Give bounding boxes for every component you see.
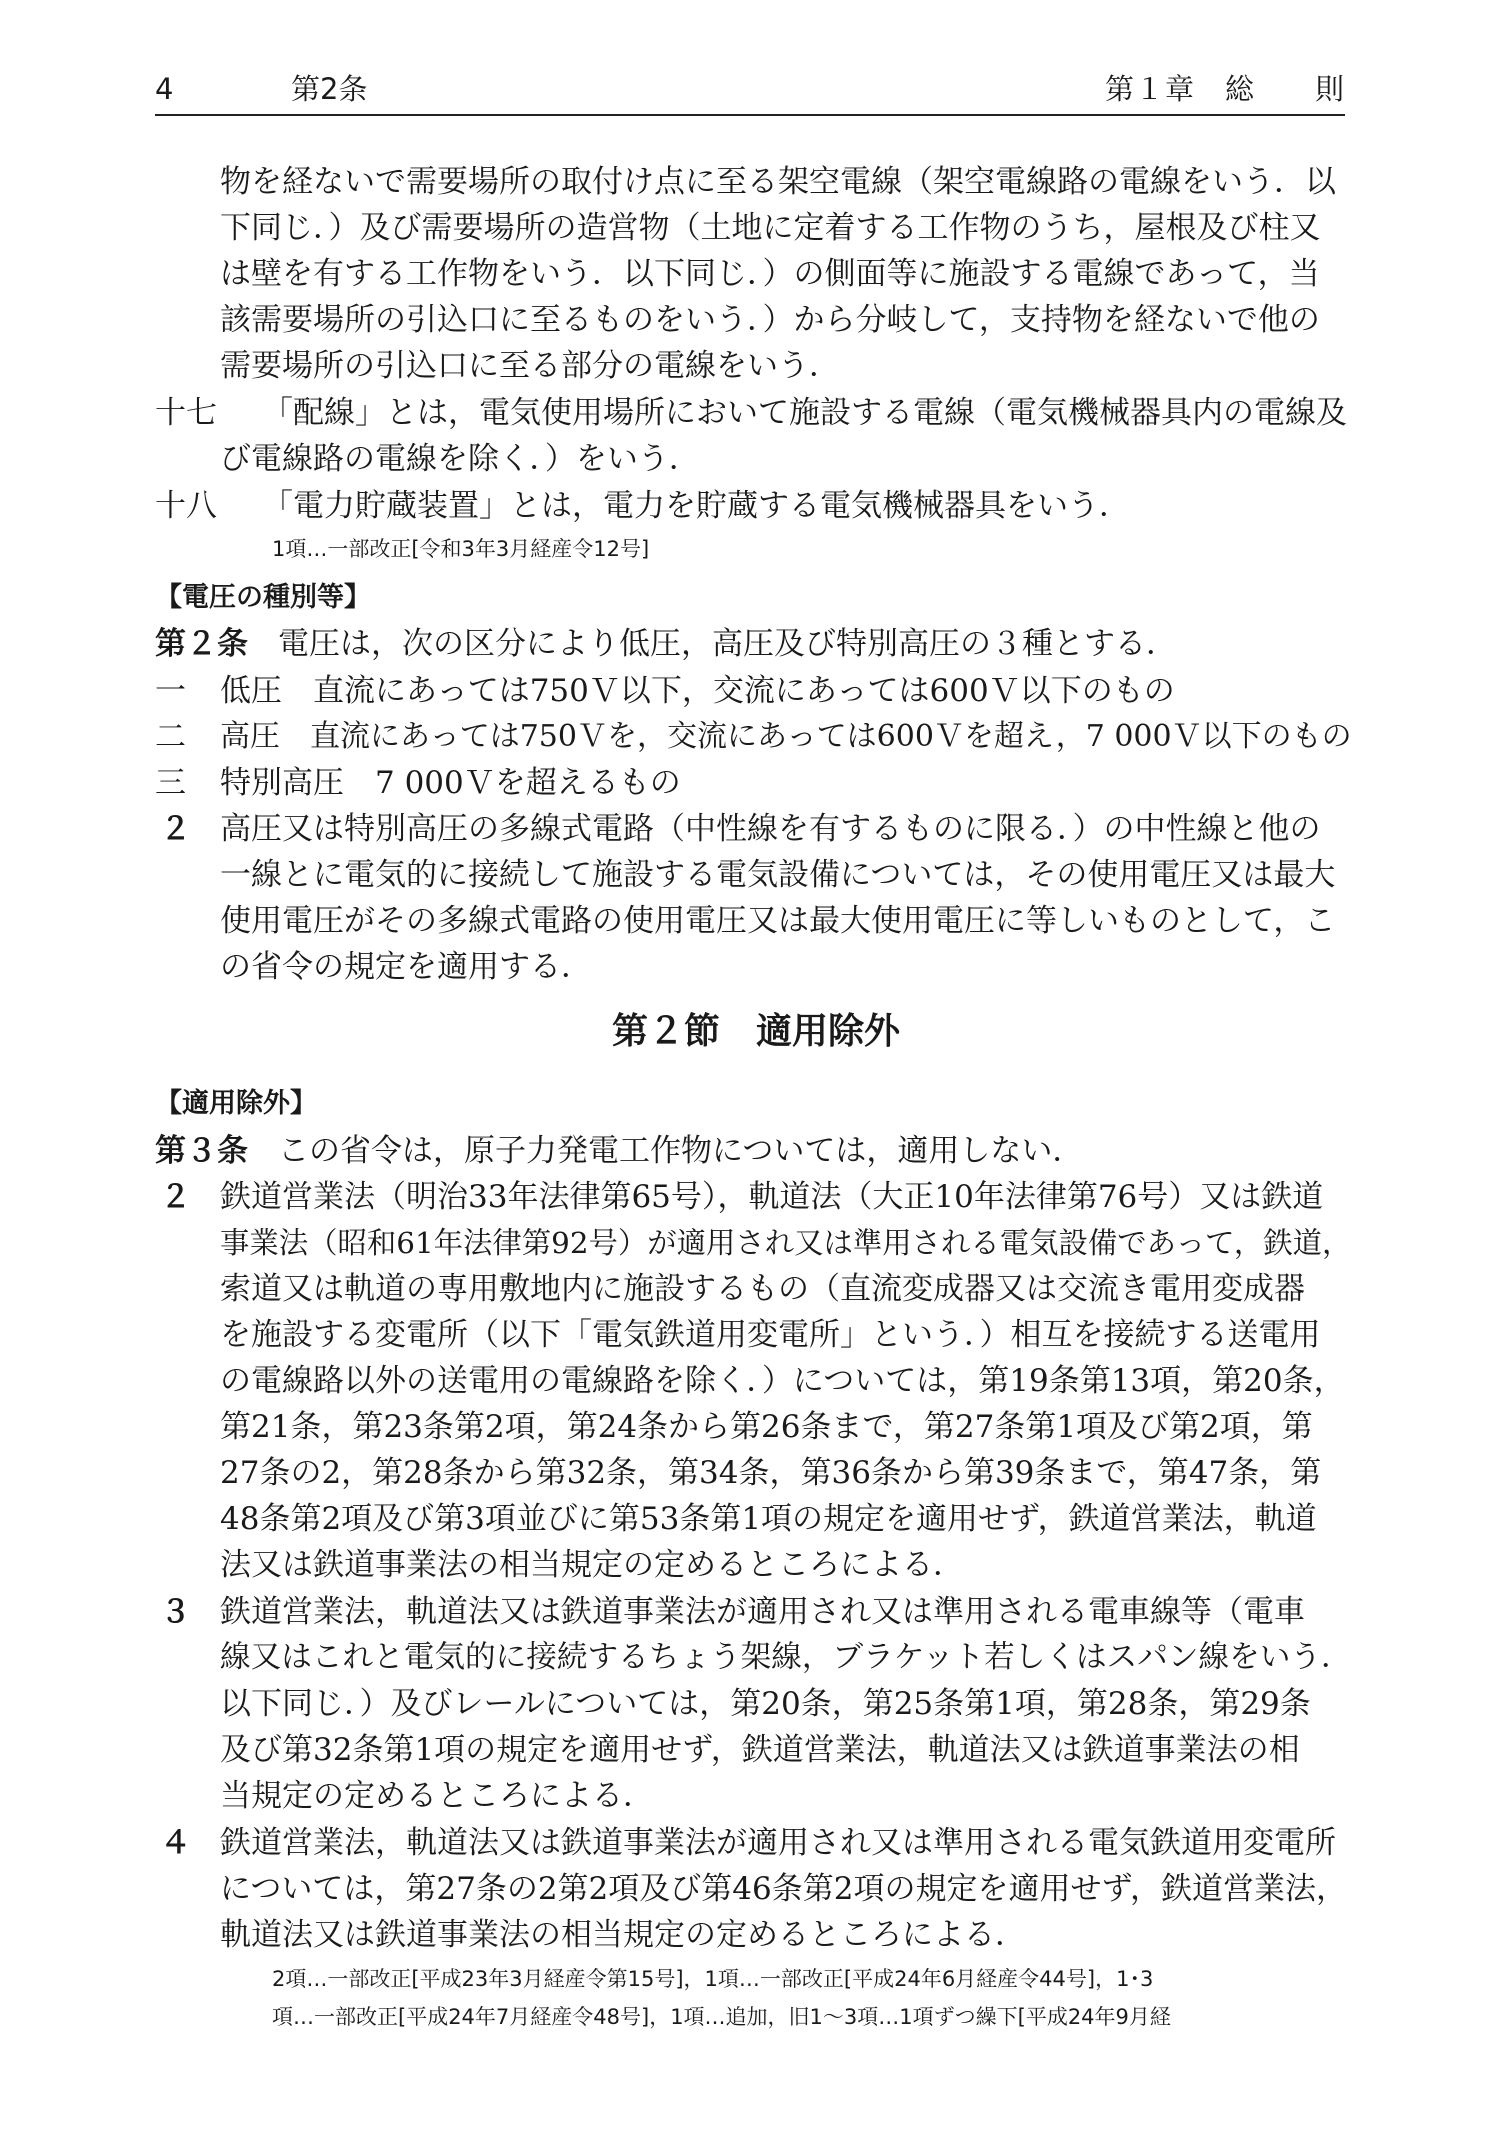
body-line: 需要場所の引込口に至る部分の電線をいう． [220, 348, 840, 384]
body-line: 索道又は軌道の専用敷地内に施設するもの（直流変成器又は交流き電用変成器 [220, 1271, 1305, 1307]
body-line: の電線路以外の送電用の電線路を除く．）については，第19条第13項，第20条， [220, 1363, 1345, 1399]
body-line: 以下同じ．）及びレールについては，第20条，第25条第1項，第28条，第29条 [220, 1686, 1311, 1722]
section-title: 第２節 適用除外 [611, 1011, 900, 1052]
item-18: 十八 「電力貯蔵装置」とは，電力を貯蔵する電気機械器具をいう． [0, 484, 1512, 530]
item-marker: 十八 [155, 488, 217, 524]
list-item: 三 特別高圧 7 000Ｖを超えるもの [0, 761, 1512, 807]
body-line: は壁を有する工作物をいう．以下同じ．）の側面等に施設する電線であって，当 [220, 256, 1320, 292]
paragraph-2: ２ 高圧又は特別高圧の多線式電路（中性線を有するものに限る．）の中性線と他の [0, 807, 1512, 853]
body-line: 一線とに電気的に接続して施設する電気設備については，その使用電圧又は最大 [220, 857, 1336, 893]
list-item: 一 低圧 直流にあっては750Ｖ以下，交流にあっては600Ｖ以下のもの [0, 669, 1512, 715]
paragraph-number: ３ [160, 1594, 191, 1630]
body-line: 第21条，第23条第2項，第24条から第26条まで，第27条第1項及び第2項，第 [220, 1409, 1313, 1445]
article-heading: 【適用除外】 [155, 1088, 317, 1119]
body-line: 及び第32条第1項の規定を適用せず，鉄道営業法，軌道法又は鉄道事業法の相 [220, 1732, 1300, 1768]
paragraph-3: ３ 鉄道営業法，軌道法又は鉄道事業法が適用され又は準用される電車線等（電車 [0, 1590, 1512, 1636]
header-rule [155, 114, 1345, 116]
item-marker: 一 [155, 673, 186, 709]
body-line: 下同じ．）及び需要場所の造営物（土地に定着する工作物のうち，屋根及び柱又 [220, 210, 1321, 246]
running-header [155, 66, 1345, 112]
article-2: 第２条 電圧は，次の区分により低圧，高圧及び特別高圧の３種とする． [0, 622, 1512, 668]
header-article: 第2条 [291, 72, 368, 106]
item-marker: 十七 [155, 395, 217, 431]
article-3: 第３条 この省令は，原子力発電工作物については，適用しない． [0, 1129, 1512, 1175]
amendment-note: 2項…一部改正[平成23年3月経産令第15号]，1項…一部改正[平成24年6月経産令44号]，1･3 [272, 1967, 1154, 1991]
paragraph-number: ４ [160, 1825, 191, 1861]
body-line: び電線路の電線を除く．）をいう． [220, 441, 700, 477]
item-17: 十七 「配線」とは，電気使用場所において施設する電線（電気機械器具内の電線及 [0, 391, 1512, 437]
body-line: を施設する変電所（以下「電気鉄道用変電所」という．）相互を接続する送電用 [220, 1317, 1321, 1353]
body-line: 該需要場所の引込口に至るものをいう．）から分岐して，支持物を経ないで他の [220, 302, 1320, 338]
header-chapter: 第１章 総 則 [1104, 72, 1345, 106]
amendment-note: 項…一部改正[平成24年7月経産令48号]，1項…追加，旧1～3項…1項ずつ繰下[平成24年9月経 [272, 2005, 1171, 2029]
body-line: 法又は鉄道事業法の相当規定の定めるところによる． [220, 1547, 964, 1583]
body-line: 線又はこれと電気的に接続するちょう架線，ブラケット若しくはスパン線をいう． [220, 1640, 1352, 1675]
paragraph-4: ４ 鉄道営業法，軌道法又は鉄道事業法が適用され又は準用される電気鉄道用変電所 [0, 1821, 1512, 1867]
body-line: 事業法（昭和61年法律第92号）が適用され又は準用される電気設備であって，鉄道， [220, 1226, 1352, 1260]
body-line: 27条の2，第28条から第32条，第34条，第36条から第39条まで，第47条，第 [220, 1455, 1322, 1491]
paragraph-2: ２ 鉄道営業法（明治33年法律第65号），軌道法（大正10年法律第76号）又は鉄道 [0, 1175, 1512, 1221]
paragraph-number: ２ [160, 1179, 191, 1215]
article-heading: 【電圧の種別等】 [155, 582, 371, 613]
item-marker: 三 [155, 765, 186, 801]
article-label: 第２条 [155, 626, 248, 662]
item-marker: 二 [155, 719, 186, 755]
body-line: 48条第2項及び第3項並びに第53条第1項の規定を適用せず，鉄道営業法，軌道 [220, 1501, 1317, 1537]
page-number: 4 [155, 72, 174, 106]
article-label: 第３条 [155, 1133, 248, 1169]
paragraph-number: ２ [160, 811, 191, 847]
amendment-note: 1項…一部改正[令和3年3月経産令12号] [272, 537, 650, 561]
body-line: 物を経ないで需要場所の取付け点に至る架空電線（架空電線路の電線をいう．以 [220, 164, 1336, 200]
body-line: の省令の規定を適用する． [220, 949, 592, 985]
list-item: 二 高圧 直流にあっては750Ｖを，交流にあっては600Ｖを超え，7 000Ｖ以下のもの [0, 715, 1512, 761]
body-line: 当規定の定めるところによる． [220, 1778, 654, 1814]
body-line: 使用電圧がその多線式電路の使用電圧又は最大使用電圧に等しいものとして，こ [220, 903, 1336, 939]
body-line: については，第27条の2第2項及び第46条第2項の規定を適用せず，鉄道営業法， [220, 1871, 1347, 1907]
body-line: 軌道法又は鉄道事業法の相当規定の定めるところによる． [220, 1917, 1026, 1953]
